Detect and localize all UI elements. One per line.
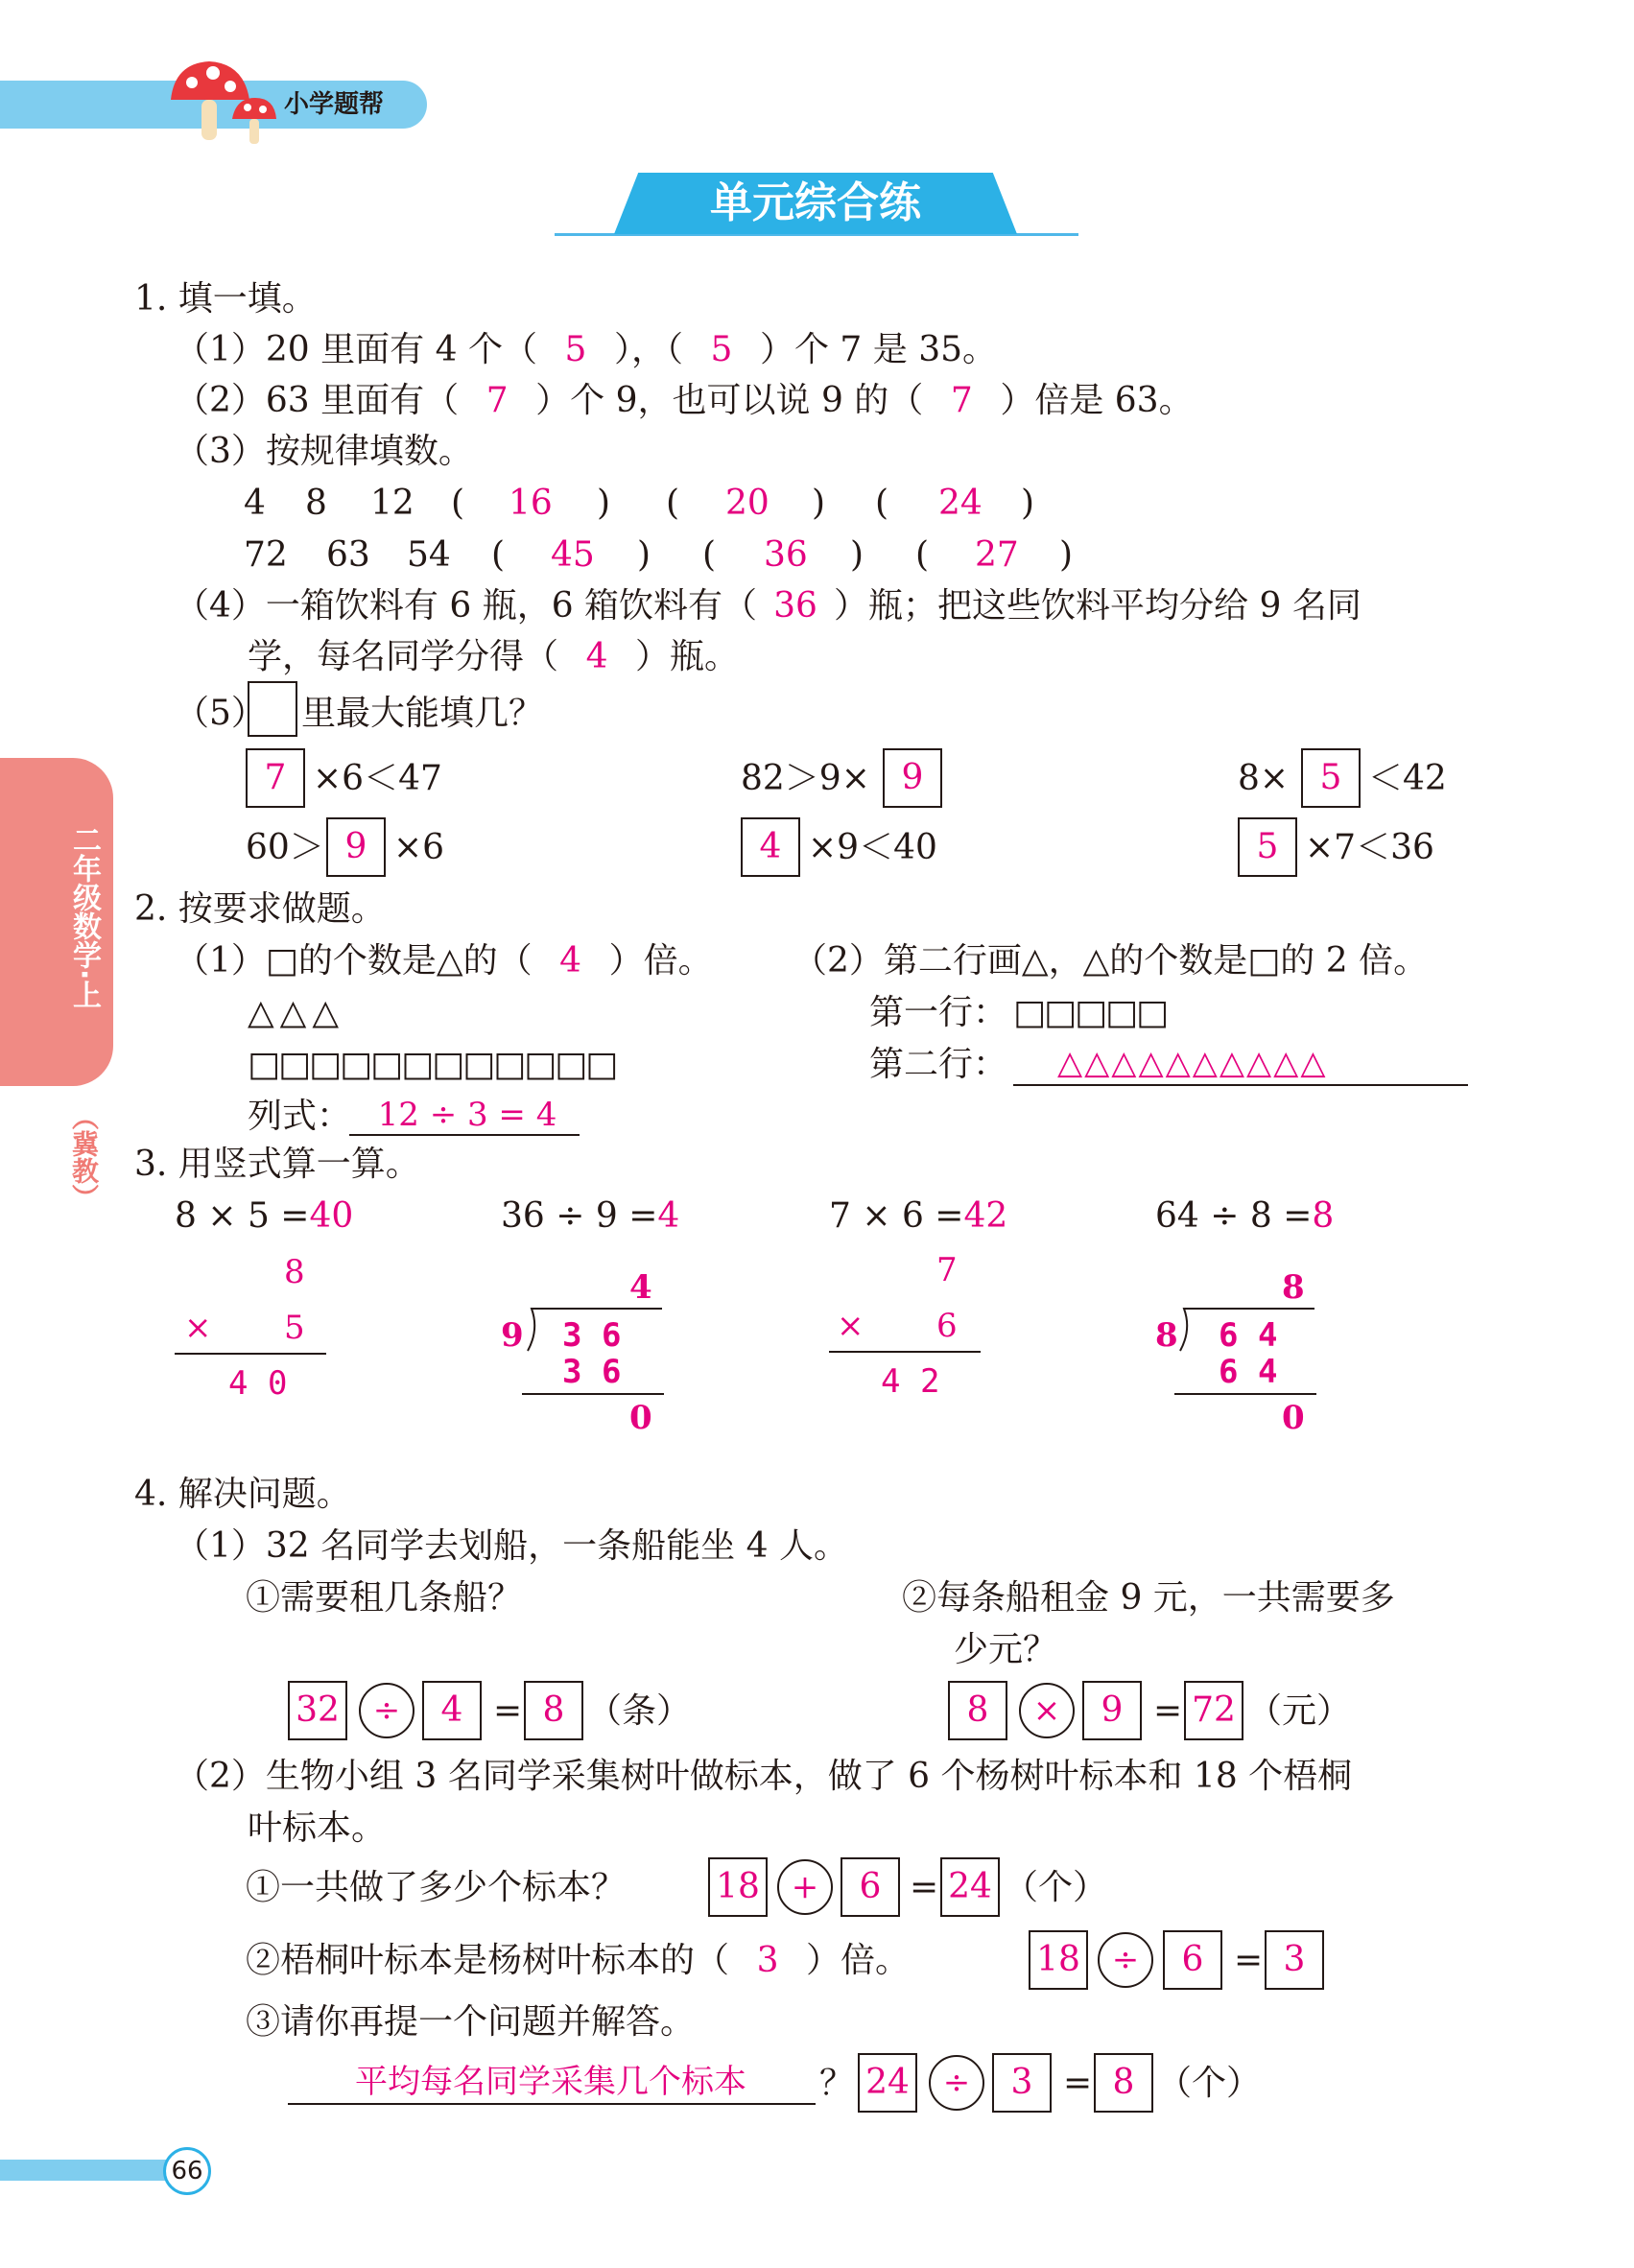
seq2-paren-3-close: ): [1059, 535, 1074, 575]
eq3-unit: （个）: [1004, 1868, 1108, 1907]
q4-p2-s2-answer: 3: [756, 1941, 779, 1980]
q3-eq1: [175, 1195, 353, 1238]
q1-p2-answer-2: 7: [950, 381, 973, 420]
ld1-line: [522, 1393, 664, 1395]
eq2-r-box: 72: [1184, 1681, 1243, 1740]
seq2-paren-1-close: ): [637, 535, 651, 575]
q3-eq4: [1155, 1195, 1334, 1238]
q3-eq1-answer: 40: [309, 1196, 354, 1236]
q2-p2-line: （2）第二行画△，△的个数是□的 2 倍。: [793, 941, 1429, 980]
q1-p2-text-a: （2）63 里面有（: [175, 381, 460, 420]
seq2-answer-3: 27: [975, 535, 1019, 575]
eq4-a-box: 18: [1029, 1930, 1088, 1990]
eq3-op-circle: +: [777, 1859, 833, 1915]
q2-row2-label: 第二行：: [869, 1045, 1008, 1084]
q1-heading: 1. 填一填。: [134, 279, 317, 319]
q3-eq2: [501, 1195, 679, 1238]
q2-squares: □□□□□□□□□□□□: [248, 1045, 617, 1084]
q1-p4-text-d: ）瓶。: [635, 637, 740, 676]
q3-eq1-expr: 8 × 5 =: [175, 1196, 310, 1236]
eq3-r-box: 24: [940, 1857, 1000, 1917]
eq5-op-circle: ÷: [929, 2055, 984, 2111]
q3-eq2-answer: 4: [657, 1196, 680, 1236]
q1-p4-text-c: 学，每名同学分得（: [248, 637, 559, 676]
ineq-4-text-a: 60＞: [246, 828, 324, 867]
eq3-a-box: 18: [708, 1857, 768, 1917]
q1-p1: [175, 329, 997, 371]
eq-b-box: 4: [422, 1681, 482, 1740]
eq5-a-box: 24: [858, 2053, 917, 2113]
q1-p4-answer-2: 4: [585, 637, 608, 676]
vm2-top: 7: [936, 1251, 958, 1289]
q4-p2-s3-underline: [288, 2103, 816, 2105]
eq-a-box: 32: [288, 1681, 347, 1740]
ld1-rem: 0: [629, 1399, 652, 1437]
q4-p1-s2-question-1: ②每条船租金 9 元，一共需要多: [902, 1578, 1395, 1618]
q4-p2-intro-1: （2）生物小组 3 名同学采集树叶做标本，做了 6 个杨树叶标本和 18 个梧桐: [175, 1757, 1353, 1796]
ld2-sub: 6 4: [1219, 1353, 1278, 1391]
q1-p1-text-c: ）个 7 是 35。: [759, 330, 998, 369]
seq1-paren-1-close: ): [597, 484, 611, 523]
q1-p2-text-b: ）个 9，也可以说 9 的（: [535, 381, 924, 420]
seq2-paren-2-close: ): [850, 535, 864, 575]
eq2-unit: （元）: [1247, 1691, 1352, 1731]
seq1-given-1: 4: [244, 484, 266, 523]
q4-p2-intro-2: 叶标本。: [248, 1808, 387, 1848]
ineq-6-text: ×7＜36: [1305, 828, 1434, 867]
q1-p1-text-b: ），（: [613, 330, 683, 369]
ld2-quotient: 8: [1282, 1268, 1305, 1307]
q3-heading: 3. 用竖式算一算。: [134, 1145, 420, 1184]
q1-p1-answer-2: 5: [710, 330, 733, 369]
q4-p1-s1-question: ①需要租几条船？: [246, 1578, 523, 1618]
eq4-b-box: 6: [1163, 1930, 1222, 1990]
q3-eq4-expr: 64 ÷ 8 =: [1155, 1196, 1313, 1236]
q1-p1-answer-1: 5: [564, 330, 587, 369]
eq2-b-box: 9: [1082, 1681, 1142, 1740]
q3-eq3: [829, 1195, 1007, 1238]
eq5-b-box: 3: [992, 2053, 1052, 2113]
q2-row2-triangles: △△△△△△△△△△: [1057, 1044, 1328, 1082]
ld2-dividend: 6 4: [1219, 1316, 1278, 1355]
eq5-unit: （个）: [1157, 2064, 1262, 2103]
q3-eq3-expr: 7 × 6 =: [829, 1196, 964, 1236]
seq1-answer-3: 24: [938, 484, 983, 523]
vm2-op: ×: [837, 1307, 864, 1345]
vm2-line: [829, 1351, 981, 1353]
seq2-given-2: 63: [326, 535, 370, 575]
q1-p4-text-a: （4）一箱饮料有 6 瓶，6 箱饮料有（: [175, 586, 758, 626]
ld1-divisor: 9: [501, 1316, 524, 1355]
q4-p2-s2-text-b: ）倍。: [806, 1941, 911, 1980]
q3-eq4-answer: 8: [1312, 1196, 1335, 1236]
q1-p4-answer-1: 36: [773, 586, 817, 626]
ld2-line: [1174, 1393, 1316, 1395]
seq2-given-3: 54: [407, 535, 451, 575]
q4-heading: 4. 解决问题。: [134, 1475, 351, 1514]
ld1-dividend: 3 6: [562, 1316, 622, 1355]
seq1-paren-3-close: ): [1021, 484, 1035, 523]
q2-p1-text-b: ）倍。: [608, 941, 713, 980]
eq4-equals: =: [1234, 1941, 1264, 1980]
eq2-a-box: 8: [948, 1681, 1007, 1740]
ineq-1-text: ×6＜47: [313, 759, 442, 798]
brand-label: 小学题帮: [284, 90, 385, 119]
q2-triangles: △△△: [248, 993, 345, 1032]
q2-row1-label: 第一行：: [869, 993, 1008, 1032]
eq-unit: （条）: [587, 1691, 692, 1731]
q2-formula: 12 ÷ 3 = 4: [377, 1096, 557, 1134]
q4-p2-s3-user-question: 平均每名同学采集几个标本: [355, 2063, 746, 2101]
seq2-answer-2: 36: [764, 535, 808, 575]
seq1-paren-2-close: ): [812, 484, 826, 523]
vm2-mid: 6: [936, 1307, 958, 1345]
vm1-top: 8: [284, 1253, 305, 1291]
footer-band: [0, 2160, 188, 2181]
q3-eq2-expr: 36 ÷ 9 =: [501, 1196, 658, 1236]
q1-p4-line2: [248, 636, 739, 678]
vm2-result: 4 2: [881, 1362, 940, 1401]
eq4-op-circle: ÷: [1098, 1932, 1153, 1988]
seq1-given-3: 12: [370, 484, 414, 523]
q3-eq3-answer: 42: [963, 1196, 1008, 1236]
ld1-quotient: 4: [629, 1268, 652, 1307]
q2-p1-answer: 4: [559, 941, 582, 980]
eq-op-circle: ÷: [359, 1683, 414, 1738]
eq2-op-circle: ×: [1019, 1683, 1075, 1738]
vm1-op: ×: [184, 1309, 212, 1347]
vm1-line: [175, 1353, 326, 1355]
eq2-equals: =: [1153, 1691, 1183, 1731]
ld2-divisor: 8: [1155, 1316, 1178, 1355]
seq2-paren-1: (: [491, 535, 506, 575]
ineq-1-box: 7: [246, 748, 305, 808]
seq1-paren-3: (: [875, 484, 889, 523]
q1-p2-text-c: ）倍是 63。: [1000, 381, 1194, 420]
page-title: 单元综合练: [710, 178, 921, 227]
eq3-equals: =: [910, 1868, 939, 1907]
eq5-equals: =: [1063, 2064, 1093, 2103]
ineq-4-text-b: ×6: [393, 828, 445, 867]
q2-p1-text-a: （1）□的个数是△的（: [175, 941, 533, 980]
seq2-answer-1: 45: [551, 535, 595, 575]
q1-p2-answer-1: 7: [485, 381, 509, 420]
eq3-b-box: 6: [841, 1857, 900, 1917]
q4-p2-s3-question: ③请你再提一个问题并解答。: [246, 2002, 696, 2042]
ineq-6-box: 5: [1238, 817, 1297, 877]
seq2-paren-2: (: [702, 535, 717, 575]
q2-row1-squares: □□□□□: [1013, 993, 1168, 1032]
ineq-5-box: 4: [741, 817, 800, 877]
q1-p2: [175, 380, 1194, 422]
seq2-paren-3: (: [915, 535, 930, 575]
vm1-result: 4 0: [228, 1364, 288, 1403]
seq1-answer-1: 16: [509, 484, 553, 523]
mushroom-icon: [163, 56, 278, 148]
q4-p2-s3-qmark: ？: [819, 2064, 855, 2103]
q1-p5-prefix: （5）: [175, 694, 266, 733]
ineq-3-box: 5: [1301, 748, 1361, 808]
side-tab-edition: （冀教）: [68, 1103, 100, 1211]
seq1-answer-2: 20: [725, 484, 770, 523]
q2-heading: 2. 按要求做题。: [134, 889, 386, 929]
ineq-3-text-a: 8×: [1238, 759, 1290, 798]
q1-p5-blank-box-icon: [248, 681, 297, 737]
ld2-rem: 0: [1282, 1399, 1305, 1437]
q1-p4-text-b: ）瓶；把这些饮料平均分给 9 名同: [834, 586, 1362, 626]
eq4-r-box: 3: [1265, 1930, 1324, 1990]
q2-formula-label: 列式：: [248, 1097, 352, 1136]
q2-formula-underline: [349, 1134, 580, 1136]
eq-r-box: 8: [524, 1681, 583, 1740]
ineq-4-box: 9: [326, 817, 386, 877]
q4-p1-s2-question-2: 少元？: [954, 1630, 1058, 1669]
eq5-r-box: 8: [1094, 2053, 1153, 2113]
ineq-3-text-b: ＜42: [1368, 759, 1447, 798]
q4-p2-s2-text-a: ②梧桐叶标本是杨树叶标本的（: [246, 1941, 730, 1980]
q4-p2-s1-question: ①一共做了多少个标本？: [246, 1868, 627, 1907]
vm1-mid: 5: [284, 1309, 305, 1347]
q1-p4-line1: [175, 585, 1362, 627]
page-number: 66: [163, 2147, 211, 2195]
q1-p1-text-a: （1）20 里面有 4 个（: [175, 330, 537, 369]
ineq-2-box: 9: [883, 748, 942, 808]
ineq-5-text: ×9＜40: [808, 828, 937, 867]
side-tab-grade: 二年级数学·上: [67, 825, 101, 1009]
q1-p3-label: （3）按规律填数。: [175, 432, 473, 471]
q1-p5-text: 里最大能填几？: [301, 694, 544, 733]
q2-p1-line: [175, 940, 713, 982]
q2-row2-underline: [1013, 1084, 1468, 1086]
eq-equals: =: [493, 1691, 523, 1731]
seq1-paren-2: (: [666, 484, 680, 523]
q4-p2-s2-line: [246, 1940, 910, 1982]
seq1-paren-1: (: [451, 484, 465, 523]
seq1-given-2: 8: [305, 484, 327, 523]
ineq-2-text: 82＞9×: [741, 759, 870, 798]
ld1-sub: 3 6: [562, 1353, 622, 1391]
q4-p1-intro: （1）32 名同学去划船，一条船能坐 4 人。: [175, 1526, 848, 1566]
seq2-given-1: 72: [244, 535, 288, 575]
